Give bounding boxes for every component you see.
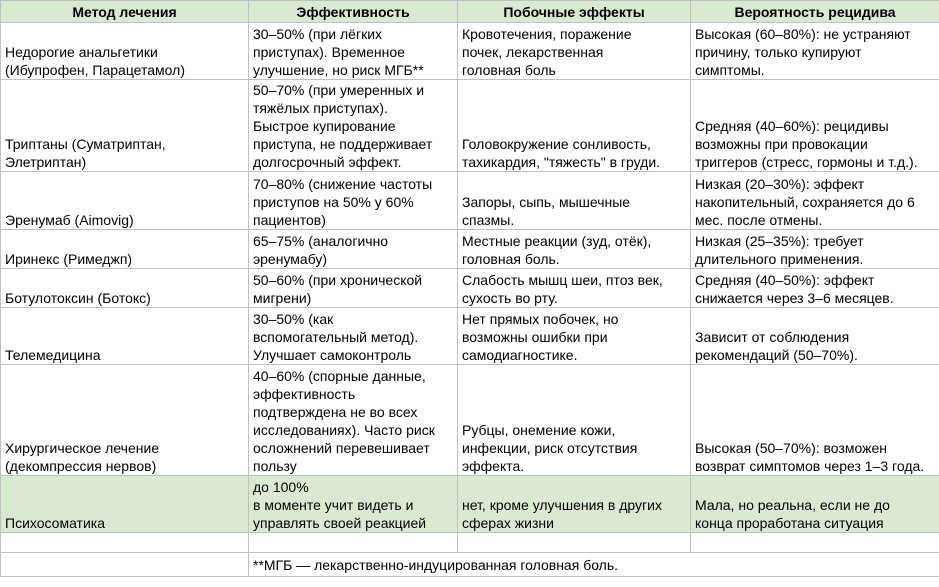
cell-relapse[interactable]: Низкая (20–30%): эффект накопительный, сохраняется до 6 мес. после отмены. [691,172,939,230]
cell-efficacy[interactable]: до 100% в моменте учит видеть и управлять своей реакцией [249,476,458,533]
column-header-relapse[interactable]: Вероятность рецидива [691,1,939,23]
footnote[interactable]: **МГБ — лекарственно-индуцированная головная боль. [249,553,939,577]
empty-cell[interactable] [458,533,691,553]
table-row [1,230,939,269]
cell-method[interactable]: Хирургическое лечение (декомпрессия нервов) [1,365,249,476]
cell-method[interactable]: Триптаны (Суматриптан, Элетриптан) [1,80,249,172]
cell-efficacy[interactable]: 30–50% (как вспомогательный метод). Улучшает самоконтроль [249,308,458,365]
empty-cell[interactable] [1,533,249,553]
cell-relapse[interactable]: Высокая (60–80%): не устраняют причину, только купируют симптомы. [691,23,939,80]
column-header-method[interactable]: Метод лечения [1,1,249,23]
footnote-row [1,553,939,577]
cell-side-effects[interactable]: Кровотечения, поражение почек, лекарственная головная боль [458,23,691,80]
cell-method[interactable]: Иринекс (Римеджп) [1,230,249,269]
cell-method[interactable]: Недорогие анальгетики (Ибупрофен, Парацетамол) [1,23,249,80]
header-row [1,1,939,23]
cell-relapse[interactable]: Средняя (40–50%): эффект снижается через 3–6 месяцев. [691,269,939,308]
empty-cell[interactable] [249,533,458,553]
cell-relapse[interactable]: Низкая (25–35%): требует длительного применения. [691,230,939,269]
cell-side-effects[interactable]: Местные реакции (зуд, отёк), головная боль. [458,230,691,269]
cell-efficacy[interactable]: 40–60% (спорные данные, эффективность подтверждена не во всех исследованиях). Часто риск осложнений перевешивает пользу [249,365,458,476]
cell-side-effects[interactable]: Запоры, сыпь, мышечные спазмы. [458,172,691,230]
cell-relapse[interactable]: Мала, но реальна, если не до конца проработана ситуация [691,476,939,533]
cell-efficacy[interactable]: 50–60% (при хронической мигрени) [249,269,458,308]
cell-efficacy[interactable]: 30–50% (при лёгких приступах). Временное улучшение, но риск МГБ** [249,23,458,80]
cell-side-effects[interactable]: Рубцы, онемение кожи, инфекции, риск отсутствия эффекта. [458,365,691,476]
cell-side-effects[interactable]: Головокружение сонливость, тахикардия, "тяжесть" в груди. [458,80,691,172]
table-row [1,269,939,308]
column-header-side-effects[interactable]: Побочные эффекты [458,1,691,23]
cell-method[interactable]: Психосоматика [1,476,249,533]
empty-cell[interactable] [1,553,249,577]
table-row [1,308,939,365]
cell-side-effects[interactable]: нет, кроме улучшения в других сферах жизни [458,476,691,533]
cell-side-effects[interactable]: Нет прямых побочек, но возможны ошибки при самодиагностике. [458,308,691,365]
cell-method[interactable]: Ботулотоксин (Ботокс) [1,269,249,308]
cell-efficacy[interactable]: 50–70% (при умеренных и тяжёлых приступах). Быстрое купирование приступа, не поддерживает долгосрочный эффект. [249,80,458,172]
table-row [1,365,939,476]
table-row [1,23,939,80]
empty-row [1,533,939,553]
column-header-efficacy[interactable]: Эффективность [249,1,458,23]
cell-efficacy[interactable]: 70–80% (снижение частоты приступов на 50% у 60% пациентов) [249,172,458,230]
table-row [1,80,939,172]
cell-side-effects[interactable]: Слабость мышц шеи, птоз век, сухость во рту. [458,269,691,308]
cell-relapse[interactable]: Средняя (40–60%): рецидивы возможны при провокации триггеров (стресс, гормоны и т.д.). [691,80,939,172]
cell-method[interactable]: Эренумаб (Aimovig) [1,172,249,230]
cell-method[interactable]: Телемедицина [1,308,249,365]
cell-relapse[interactable]: Высокая (50–70%): возможен возврат симптомов через 1–3 года. [691,365,939,476]
cell-relapse[interactable]: Зависит от соблюдения рекомендаций (50–70%). [691,308,939,365]
empty-cell[interactable] [691,533,939,553]
table-row-highlighted [1,476,939,533]
table-row [1,172,939,230]
cell-efficacy[interactable]: 65–75% (аналогично эренумабу) [249,230,458,269]
